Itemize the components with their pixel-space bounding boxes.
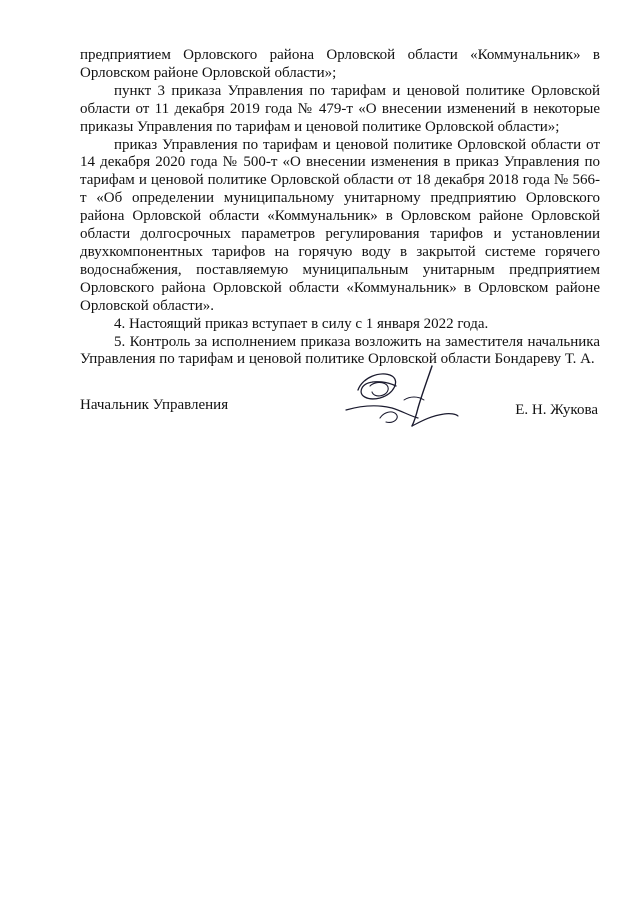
signatory-title: Начальник Управления — [80, 397, 229, 413]
paragraph-order-500t: приказ Управления по тарифам и ценовой политике Орловской области от 14 декабря 2020 года № 500-т «О внесении изменения в приказ Управления по тарифам и ценовой политике Орловской области от 18 декабря 2018 года № 566-т «Об определении муниципальному унитарному предприятию Орловского района Орловской области «Коммунальник» в Орловском районе Орловской области долгосрочных параметров регулирования тарифов и установлении двухкомпонентных тарифов на горячую воду в закрытой системе горячего водоснабжения, поставляемую муниципальным унитарным предприятием Орловского района Орловской области «Коммунальник» в Орловском районе Орловской области». — [80, 136, 600, 314]
paragraph-item-5: 5. Контроль за исполнением приказа возложить на заместителя начальника Управления по тарифам и ценовой политике Орловской области Бондареву Т. А. — [80, 333, 600, 368]
handwritten-signature — [340, 360, 460, 432]
paragraph-list-continuation: предприятием Орловского района Орловской области «Коммунальник» в Орловском районе Орловской области»; — [80, 47, 600, 81]
paragraph-item-4: 4. Настоящий приказ вступает в силу с 1 января 2022 года. — [114, 315, 489, 332]
signatory-name: Е. Н. Жукова — [515, 402, 598, 418]
document-body — [80, 47, 600, 369]
paragraph-clause-479t: пункт 3 приказа Управления по тарифам и ценовой политике Орловской области от 11 декабря 2019 года № 479-т «О внесении изменений в некоторые приказы Управления по тарифам и ценовой политике Орловской области»; — [80, 82, 600, 135]
